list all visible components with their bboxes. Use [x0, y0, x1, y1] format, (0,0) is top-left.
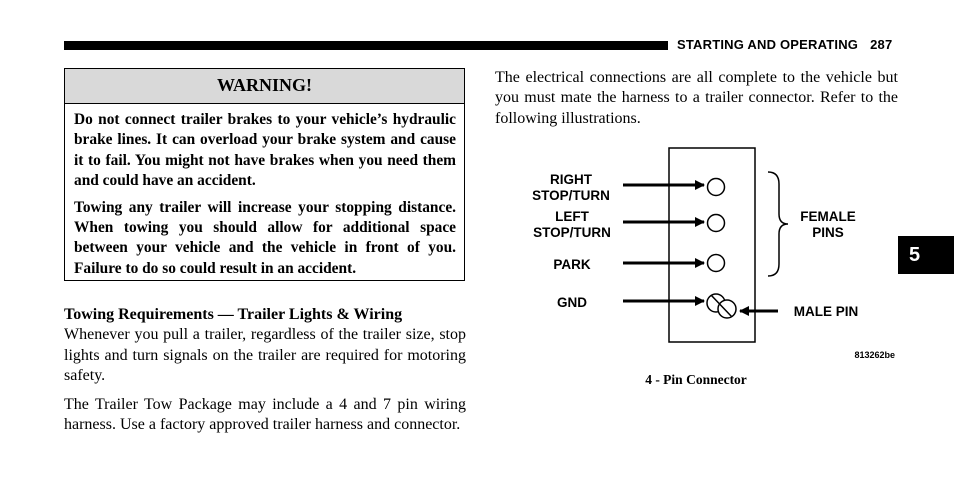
left-pin-socket	[708, 215, 725, 232]
left-label-1: LEFT	[555, 209, 589, 224]
header-rule	[64, 41, 668, 50]
male-pin-shape	[707, 294, 736, 318]
right-pin-socket	[708, 179, 725, 196]
warning-title: WARNING!	[65, 69, 464, 104]
page-number: 287	[870, 37, 893, 52]
warning-paragraph-2: Towing any trailer will increase your stopping distance. When towing you should allow for additional space between your vehicle and the vehicle in front of you. Failure to do so could result in an accident.	[74, 198, 456, 277]
figure-code: 813262be	[854, 350, 895, 360]
section-paragraph-2: The Trailer Tow Package may include a 4 and 7 pin wiring harness. Use a factory approved trailer harness and connector.	[64, 396, 466, 434]
warning-body	[65, 104, 464, 279]
chapter-tab: 5	[898, 236, 954, 274]
right-label-1: RIGHT	[550, 172, 592, 187]
park-pin-socket	[708, 255, 725, 272]
warning-paragraph-1: Do not connect trailer brakes to your vehicle’s hydraulic brake lines. It can overload your brake system and cause it to fail. You might not have brakes when you need them and could have an accident.	[74, 111, 456, 190]
female-label-1: FEMALE	[800, 209, 856, 224]
header-section-title: STARTING AND OPERATING	[677, 37, 859, 52]
connector-body	[669, 148, 755, 342]
section-heading: Towing Requirements — Trailer Lights & Wiring	[64, 306, 403, 323]
warning-box	[64, 68, 465, 281]
left-label-2: STOP/TURN	[533, 225, 611, 240]
section-paragraph-1: Whenever you pull a trailer, regardless of the trailer size, stop lights and turn signals on the trailer are required for motoring safety.	[64, 326, 466, 384]
towing-requirements-section	[64, 305, 466, 386]
intro-paragraph: The electrical connections are all complete to the vehicle but you must mate the harness to a trailer connector. Refer to the following illustrations.	[495, 69, 898, 127]
male-pin-label: MALE PIN	[793, 304, 859, 319]
park-label: PARK	[553, 257, 591, 272]
running-header	[677, 37, 892, 52]
female-pins-brace	[768, 172, 788, 276]
right-label-2: STOP/TURN	[532, 188, 610, 203]
gnd-label: GND	[557, 295, 587, 310]
figure-caption: 4 - Pin Connector	[645, 372, 747, 387]
female-label-2: PINS	[812, 225, 844, 240]
